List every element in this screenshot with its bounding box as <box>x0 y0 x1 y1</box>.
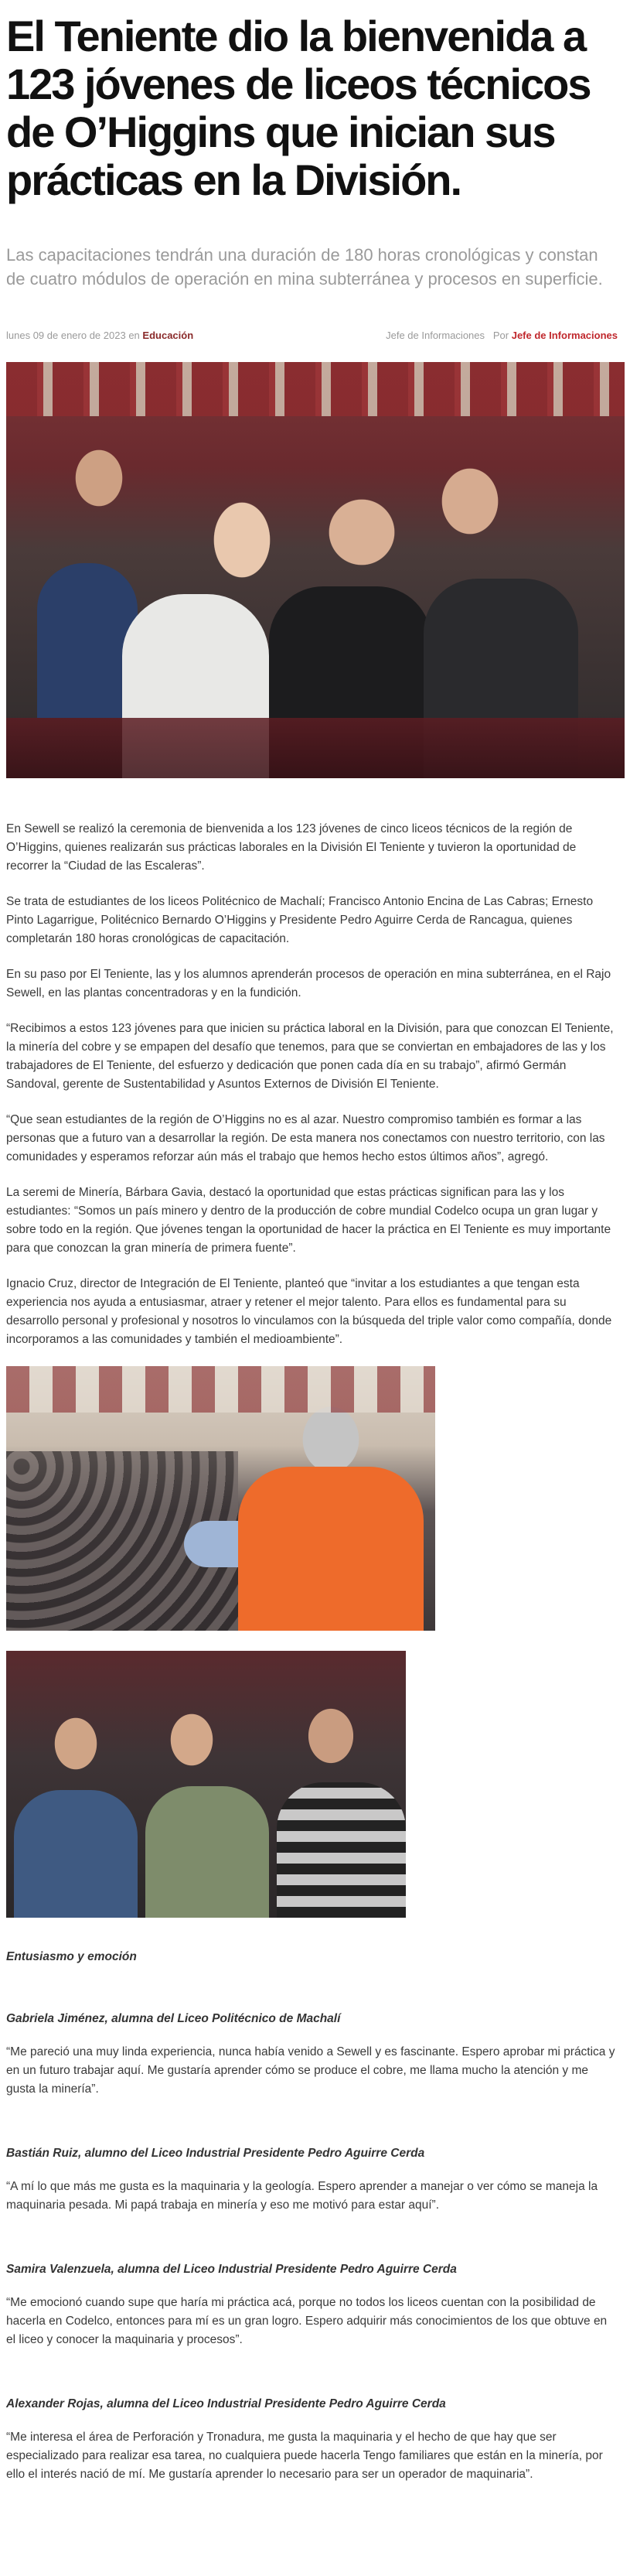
student-testimonial <box>6 2147 624 2215</box>
meta-right <box>386 330 618 341</box>
photo-shape <box>14 1790 138 1918</box>
speaker-photo <box>6 1366 435 1631</box>
student-name: Bastián Ruiz, alumno del Liceo Industrial Presidente Pedro Aguirre Cerda <box>6 2147 425 2160</box>
student-testimonial <box>6 2397 624 2484</box>
student-quote: “A mí lo que más me gusta es la maquinaria y la geología. Espero aprender a manejar o ver cómo se maneja la maquinaria pesada. Mi papá trabaja en minería y eso me motivó para estar aquí”. <box>6 2180 598 2212</box>
student-testimonial <box>6 2012 624 2099</box>
student-name: Samira Valenzuela, alumna del Liceo Industrial Presidente Pedro Aguirre Cerda <box>6 2263 457 2276</box>
photo-shape <box>6 1366 435 1413</box>
students-photo <box>6 1651 406 1918</box>
student-testimonial <box>6 2263 624 2349</box>
paragraph: “Recibimos a estos 123 jóvenes para que inicien su práctica laboral en la División, para que conozcan El Teniente, la minería del cobre y se empapen del desafío que tenemos, para que se conviertan en embajadores de las y los trabajadores de El Teniente, del esfuerzo y dedicación que ponen cada día en su trabajo”, afirmó Germán Sandoval, gerente de Sustentabilidad y Asuntos Externos de División El Teniente. <box>6 1022 614 1091</box>
student-name: Alexander Rojas, alumna del Liceo Industrial Presidente Pedro Aguirre Cerda <box>6 2397 446 2410</box>
author-role: Jefe de Informaciones <box>386 330 485 341</box>
paragraph: Ignacio Cruz, director de Integración de El Teniente, planteó que “invitar a los estudiantes a que tengan esta experiencia nos ayuda a entusiasmar, atraer y retener el mejor talento. Para ellos es fundamental para su desarrollo personal y profesional y nosotros lo vinculamos con la búsqueda del triple valor como compañía, donde incorporamos a las comunidades y también el medioambiente”. <box>6 1277 612 1346</box>
by-label: Por <box>492 330 509 341</box>
paragraph: Se trata de estudiantes de los liceos Politécnico de Machalí; Francisco Antonio Encina de Las Cabras; Ernesto Pinto Lagarrigue, Politécnico Bernardo O’Higgins y Presidente Pedro Aguirre Cerda de Rancagua, quienes completarán 180 horas cronológicas de capacitación. <box>6 895 594 945</box>
category-link[interactable]: Educación <box>142 330 194 341</box>
photo-shape <box>6 718 625 778</box>
publish-date: lunes 09 de enero de 2023 <box>6 330 126 341</box>
student-name: Gabriela Jiménez, alumna del Liceo Politécnico de Machalí <box>6 2012 341 2025</box>
photo-shape <box>277 1782 406 1918</box>
article-body <box>6 820 617 1349</box>
student-quote: “Me emocionó cuando supe que haría mi práctica acá, porque no todos los liceos cuentan con la posibilidad de hacerla en Codelco, entonces para mí es un gran logro. Espero adquirir más conocimientos de los que obtuve en el liceo y conocer la maquinaria y procesos”. <box>6 2296 608 2346</box>
author-link[interactable]: Jefe de Informaciones <box>511 330 618 341</box>
hero-photo <box>6 362 625 778</box>
photo-shape <box>145 1786 269 1918</box>
paragraph: En Sewell se realizó la ceremonia de bienvenida a los 123 jóvenes de cinco liceos técnicos de la región de O’Higgins, quienes realizarán sus prácticas laborales en la División El Teniente y tuvieron la oportunidad de recorrer la “Ciudad de las Escaleras”. <box>6 822 577 873</box>
article-subtitle: Las capacitaciones tendrán una duración de 180 horas cronológicas y constan de cuatro módulos de operación en mina subterránea y procesos en superficie. <box>6 245 603 289</box>
student-quote: “Me pareció una muy linda experiencia, nunca había venido a Sewell y es fascinante. Espero aprobar mi práctica y en un futuro trabajar aquí. Me gustaría aprender cómo se produce el cobre, me llama mucho la atención y me gusta la minería”. <box>6 2045 615 2096</box>
article-meta <box>6 330 624 347</box>
article-title: El Teniente dio la bienvenida a 123 jóvenes de liceos técnicos de O’Higgins que inician sus prácticas en la División. <box>6 12 591 204</box>
student-quote: “Me interesa el área de Perforación y Tronadura, me gusta la maquinaria y el hecho de que hay que ser especializado para realizar esa tarea, no cualquiera puede hacerla Tengo familiares que están en la minería, por ello el interés nació de mí. Me gustaría aprender lo necesario para ser un operador de maquinaria”. <box>6 2431 603 2481</box>
in-label: en <box>128 330 140 341</box>
paragraph: La seremi de Minería, Bárbara Gavia, destacó la oportunidad que estas prácticas significan para las y los estudiantes: “Somos un país minero y dentro de la producción de cobre mundial Codelco ocupa un gran lugar y sobre todo en la región. Que jóvenes tengan la oportunidad de hacer la práctica en El Teniente es muy importante para que conozcan la gran minería de primera fuente”. <box>6 1186 611 1255</box>
section-title: Entusiasmo y emoción <box>6 1950 137 1963</box>
paragraph: “Que sean estudiantes de la región de O’Higgins no es al azar. Nuestro compromiso también es formar a las personas que a futuro van a desarrollar la región. De esta manera nos conectamos con nuestro territorio, con las comunidades y esperamos reforzar aún más el trabajo que hemos hecho estos últimos años”, agregó. <box>6 1113 605 1163</box>
meta-left <box>6 330 193 341</box>
photo-shape <box>238 1467 424 1631</box>
paragraph: En su paso por El Teniente, las y los alumnos aprenderán procesos de operación en mina subterránea, en el Rajo Sewell, en las plantas concentradoras y en la fundición. <box>6 968 611 999</box>
